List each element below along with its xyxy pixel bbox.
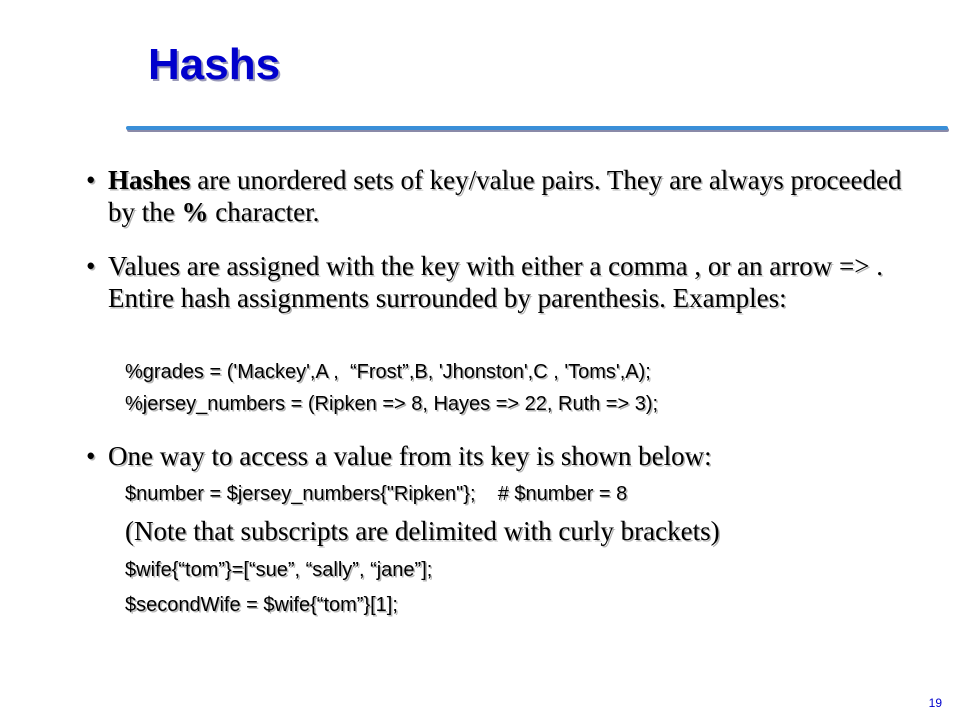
note-curly-brackets: (Note that subscripts are delimited with curly brackets)	[125, 516, 720, 546]
bullet-marker: •	[86, 165, 96, 195]
code-grades: %grades = ('Mackey',A , “Frost”,B, 'Jhonston',C , 'Toms',A);	[125, 361, 651, 383]
bullet-values	[86, 250, 906, 314]
bullet-marker: •	[86, 441, 96, 471]
percent-symbol: %	[181, 197, 209, 227]
bullet-text: Values are assigned with the key with either a comma , or an arrow => . Entire hash assignments surrounded by parenthesis. Examples:	[108, 251, 883, 313]
code-number: $number = $jersey_numbers{"Ripken"}; # $number = 8	[125, 483, 628, 505]
slide-title: Hashs	[148, 40, 281, 89]
bullet-access	[86, 440, 906, 472]
bullet-text: are unordered sets of key/value pairs. They are always proceeded by the	[108, 165, 902, 227]
bullet-bold-term: Hashes	[108, 165, 191, 195]
bullet-hashes	[86, 164, 906, 228]
title-underline	[126, 126, 948, 130]
bullet-marker: •	[86, 251, 96, 281]
page-number: 19	[928, 696, 942, 710]
bullet-text-end: character.	[208, 197, 320, 227]
code-second-wife: $secondWife = $wife{“tom”}[1];	[125, 594, 398, 616]
code-jersey: %jersey_numbers = (Ripken => 8, Hayes => 22, Ruth => 3);	[125, 393, 659, 415]
bullet-text: One way to access a value from its key is shown below:	[108, 441, 712, 471]
code-wife: $wife{“tom”}=[“sue”, “sally”, “jane”];	[125, 559, 433, 581]
